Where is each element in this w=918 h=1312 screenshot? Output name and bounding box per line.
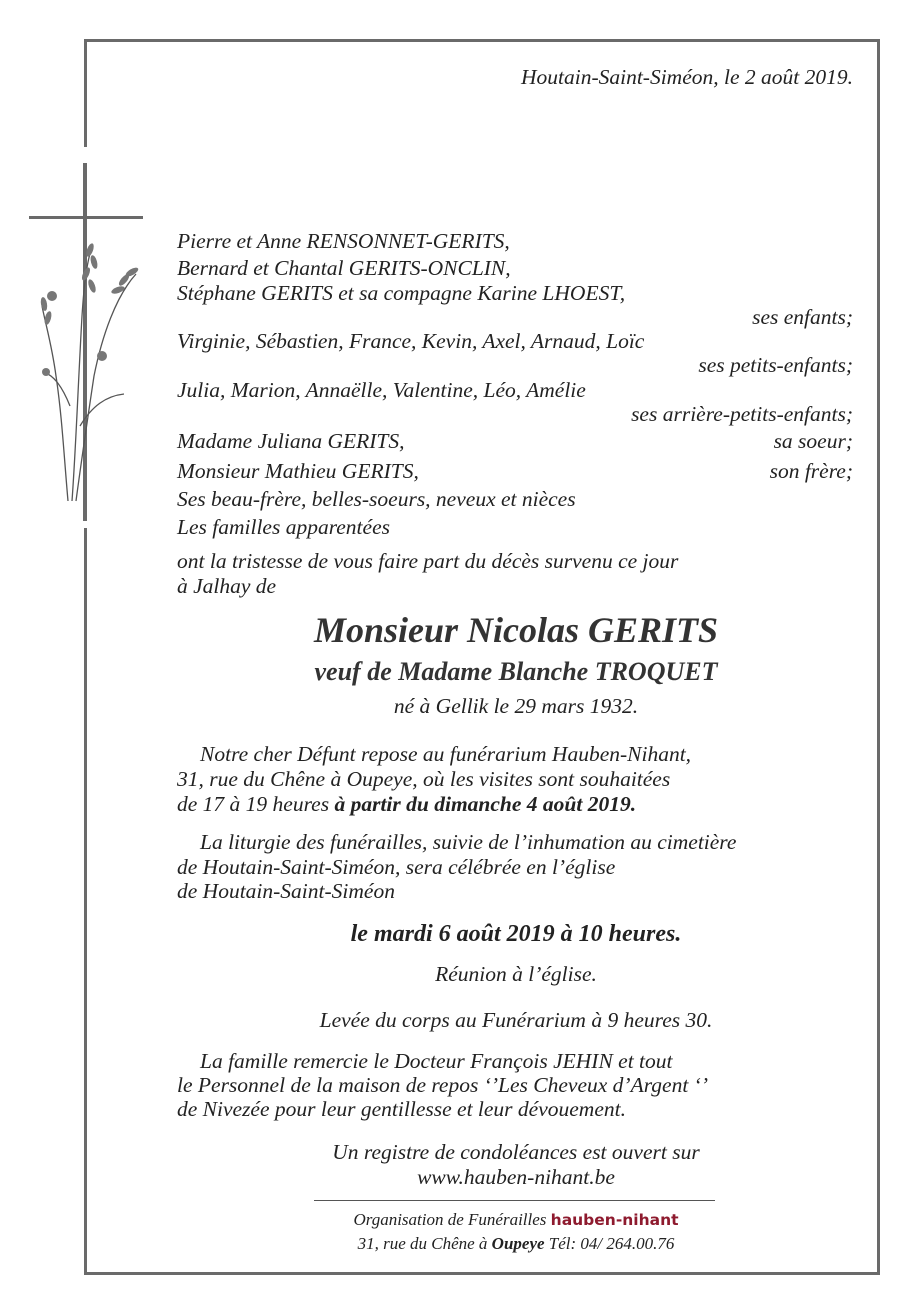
grandchildren-names: Virginie, Sébastien, France, Kevin, Axel, Arnaud, Loïc <box>177 329 645 353</box>
footer-divider <box>314 1200 715 1201</box>
deceased-name: Monsieur Nicolas GERITS <box>313 610 719 650</box>
brand-logo: hauben-nihant <box>550 1211 679 1229</box>
visitation-hours: de 17 à 19 heures <box>177 792 335 816</box>
visitation-line-3 <box>177 794 636 816</box>
thanks-line-1: La famille remercie le Docteur François JEHIN et tout <box>200 1049 673 1073</box>
in-laws-line: Ses beau-frère, belles-soeurs, neveux et nièces <box>177 487 576 511</box>
brother-role: son frère; <box>769 459 853 483</box>
grandchildren-role: ses petits-enfants; <box>698 353 853 377</box>
frame-border-bottom <box>84 1272 880 1275</box>
children-line-1: Pierre et Anne RENSONNET-GERITS, <box>177 229 510 253</box>
wheat-sprig-icon <box>32 226 162 506</box>
brother-name: Monsieur Mathieu GERITS, <box>177 459 419 483</box>
sister-role: sa soeur; <box>773 429 853 453</box>
condolences-line-1: Un registre de condoléances est ouvert sur <box>332 1140 700 1164</box>
children-line-2: Bernard et Chantal GERITS-ONCLIN, <box>177 256 511 280</box>
announcement-line-2: à Jalhay de <box>177 574 277 598</box>
liturgy-line-1: La liturgie des funérailles, suivie de l’inhumation au cimetière <box>200 830 737 854</box>
date-line: Houtain-Saint-Siméon, le 2 août 2019. <box>520 65 853 89</box>
cross-horizontal-bar <box>29 216 143 219</box>
announcement-line-1: ont la tristesse de vous faire part du décès survenu ce jour <box>177 549 679 573</box>
great-grandchildren-names: Julia, Marion, Annaëlle, Valentine, Léo, Amélie <box>177 378 586 402</box>
departure-note: Levée du corps au Funérarium à 9 heures 30. <box>319 1008 713 1032</box>
footer-address <box>0 1235 918 1252</box>
footer-phone: Tél: 04/ 264.00.76 <box>544 1234 675 1253</box>
visitation-start-date: à partir du dimanche 4 août 2019. <box>334 792 637 816</box>
footer-organisation <box>0 1211 918 1229</box>
related-families-line: Les familles apparentées <box>177 515 390 539</box>
thanks-line-3: de Nivezée pour leur gentillesse et leur dévouement. <box>177 1097 626 1121</box>
visitation-line-1: Notre cher Défunt repose au funérarium Hauben-Nihant, <box>200 742 692 766</box>
frame-border-top <box>84 39 880 42</box>
footer-org-label: Organisation de Funérailles <box>353 1210 551 1229</box>
footer-town: Oupeye <box>491 1234 545 1253</box>
liturgy-line-3: de Houtain-Saint-Siméon <box>177 879 395 903</box>
children-role: ses enfants; <box>752 305 853 329</box>
deceased-birth: né à Gellik le 29 mars 1932. <box>393 694 639 718</box>
frame-border-left-upper <box>84 39 87 147</box>
visitation-line-2: 31, rue du Chêne à Oupeye, où les visites sont souhaitées <box>177 767 671 791</box>
great-grandchildren-role: ses arrière-petits-enfants; <box>631 402 853 426</box>
footer-street: 31, rue du Chêne à <box>357 1234 492 1253</box>
deceased-widow-of: veuf de Madame Blanche TROQUET <box>314 657 718 686</box>
liturgy-line-2: de Houtain-Saint-Siméon, sera célébrée en l’église <box>177 855 616 879</box>
thanks-line-2: le Personnel de la maison de repos ‘’Les Cheveux d’Argent ‘’ <box>177 1073 708 1097</box>
children-line-3: Stéphane GERITS et sa compagne Karine LHOEST, <box>177 281 626 305</box>
ceremony-date: le mardi 6 août 2019 à 10 heures. <box>350 921 682 947</box>
condolences-url[interactable]: www.hauben-nihant.be <box>417 1165 615 1189</box>
meeting-note: Réunion à l’église. <box>435 962 597 986</box>
sister-name: Madame Juliana GERITS, <box>177 429 405 453</box>
frame-border-right <box>877 39 880 1275</box>
